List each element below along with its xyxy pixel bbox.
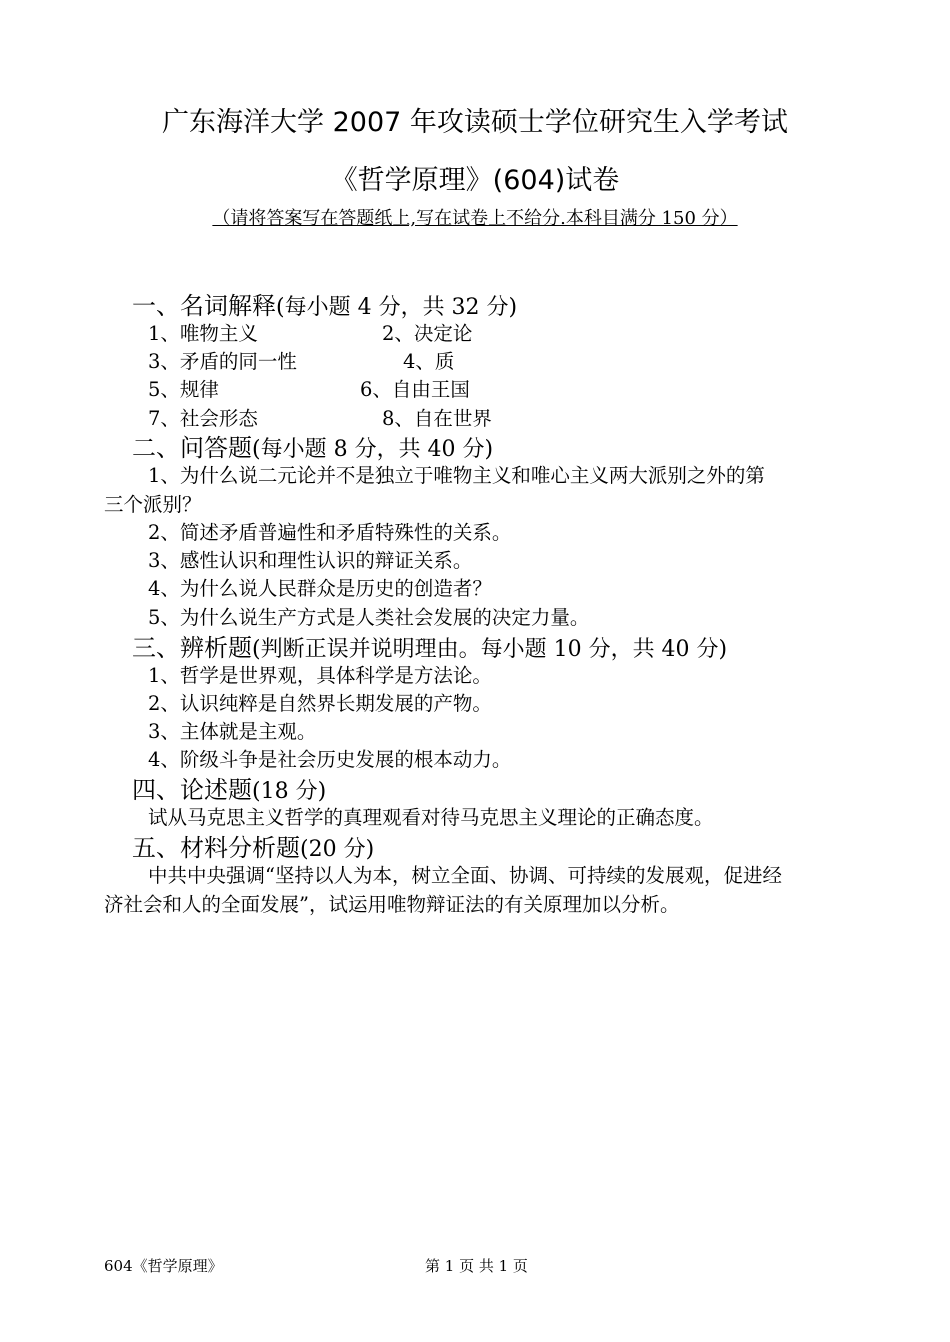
term-item: 1、唯物主义 [148,322,258,345]
term-item: 4、质 [403,350,455,373]
section-heading-2 [132,428,493,463]
term-item: 2、决定论 [382,322,473,345]
question-item: 中共中央强调“坚持以人为本，树立全面、协调、可持续的发展观，促进经 [148,864,782,887]
exam-subtitle: 《哲学原理》(604)试卷 [330,165,620,196]
question-item: 3、主体就是主观。 [148,720,317,743]
section-score: (每小题 4 分，共 32 分) [276,295,518,320]
footer-page-number: 第 1 页 共 1 页 [425,1257,528,1275]
section-title: 五、材料分析题 [132,834,300,862]
section-heading-5 [132,828,374,863]
footer-left: 604《哲学原理》 [104,1257,223,1275]
exam-title: 广东海洋大学 2007 年攻读硕士学位研究生入学考试 [162,107,788,138]
term-item: 5、规律 [148,378,219,401]
section-heading-3 [132,628,727,663]
term-item: 8、自在世界 [382,407,492,430]
section-title: 三、辨析题 [132,634,252,662]
question-item: 4、阶级斗争是社会历史发展的根本动力。 [148,748,512,771]
term-item: 3、矛盾的同一性 [148,350,297,373]
term-item: 7、社会形态 [148,407,258,430]
question-item: 1、为什么说二元论并不是独立于唯物主义和唯心主义两大派别之外的第 [148,464,765,487]
exam-note-text: （请将答案写在答题纸上,写在试卷上不给分.本科目满分 150 分） [212,208,738,229]
section-title: 二、问答题 [132,434,252,462]
question-item: 4、为什么说人民群众是历史的创造者？ [148,577,492,600]
section-score: (20 分) [300,837,375,862]
section-title: 四、论述题 [132,776,252,804]
term-item: 6、自由王国 [360,378,470,401]
section-score: (18 分) [252,779,327,804]
section-title: 一、名词解释 [132,292,276,320]
question-item: 1、哲学是世界观，具体科学是方法论。 [148,664,492,687]
question-item: 3、感性认识和理性认识的辩证关系。 [148,549,473,572]
question-item: 5、为什么说生产方式是人类社会发展的决定力量。 [148,606,590,629]
section-score: (每小题 8 分，共 40 分) [252,437,494,462]
section-heading-1 [132,286,517,321]
question-item: 2、认识纯粹是自然界长期发展的产物。 [148,692,492,715]
section-score: (判断正误并说明理由。每小题 10 分，共 40 分) [252,637,728,662]
exam-note [0,204,950,230]
question-item: 2、简述矛盾普遍性和矛盾特殊性的关系。 [148,521,512,544]
question-item: 试从马克思主义哲学的真理观看对待马克思主义理论的正确态度。 [148,806,714,829]
question-item: 济社会和人的全面发展”，试运用唯物辩证法的有关原理加以分析。 [104,893,680,916]
section-heading-4 [132,770,326,805]
question-item: 三个派别？ [104,493,202,516]
